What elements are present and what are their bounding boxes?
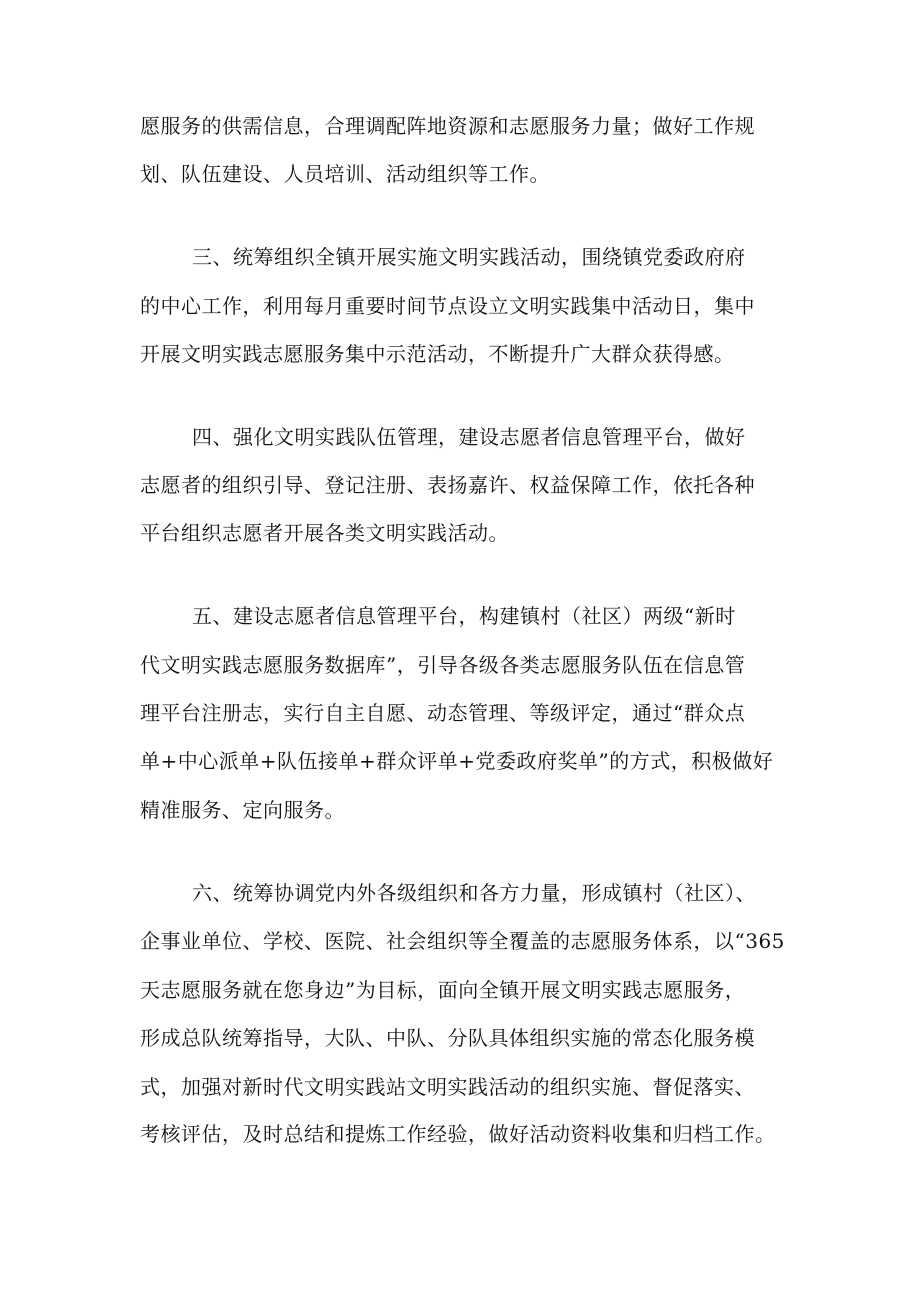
text-line: 形成总队统筹指导，大队、中队、分队具体组织实施的常态化服务模 [140,1026,755,1050]
text-line: 代文明实践志愿服务数据库”，引导各级各类志愿服务队伍在信息管 [140,653,746,677]
text-line: 企事业单位、学校、医院、社会组织等全覆盖的志愿服务体系，以“365 [140,929,785,953]
text-line: 单+中心派单+队伍接单+群众评单+党委政府奖单”的方式，积极做好 [140,749,774,773]
paragraph-6-first-line: 六、统筹协调党内外各级组织和各方力量，形成镇村（社区）、 [192,881,756,905]
text-line: 的中心工作，利用每月重要时间节点设立文明实践集中活动日，集中 [140,294,755,318]
text-line: 考核评估，及时总结和提炼工作经验，做好活动资料收集和归档工作。 [140,1122,776,1146]
text-line: 式，加强对新时代文明实践站文明实践活动的组织实施、督促落实、 [140,1075,755,1099]
text-line: 志愿者的组织引导、登记注册、表扬嘉许、权益保障工作，依托各种 [140,473,755,497]
paragraph-3-first-line: 三、统筹组织全镇开展实施文明实践活动，围绕镇党委政府府 [192,245,746,269]
text-line: 精准服务、定向服务。 [140,798,345,822]
text-line: 理平台注册志，实行自主自愿、动态管理、等级评定，通过“群众点 [140,701,746,725]
paragraph-5-first-line: 五、建设志愿者信息管理平台，构建镇村（社区）两级“新时 [192,604,736,628]
text-line: 划、队伍建设、人员培训、活动组织等工作。 [140,162,550,186]
text-line: 天志愿服务就在您身边”为目标，面向全镇开展文明实践志愿服务， [140,978,746,1002]
text-line: 开展文明实践志愿服务集中示范活动，不断提升广大群众获得感。 [140,342,735,366]
text-line: 愿服务的供需信息，合理调配阵地资源和志愿服务力量；做好工作规 [140,114,755,138]
text-line: 平台组织志愿者开展各类文明实践活动。 [140,521,509,545]
paragraph-4-first-line: 四、强化文明实践队伍管理，建设志愿者信息管理平台，做好 [192,425,746,449]
